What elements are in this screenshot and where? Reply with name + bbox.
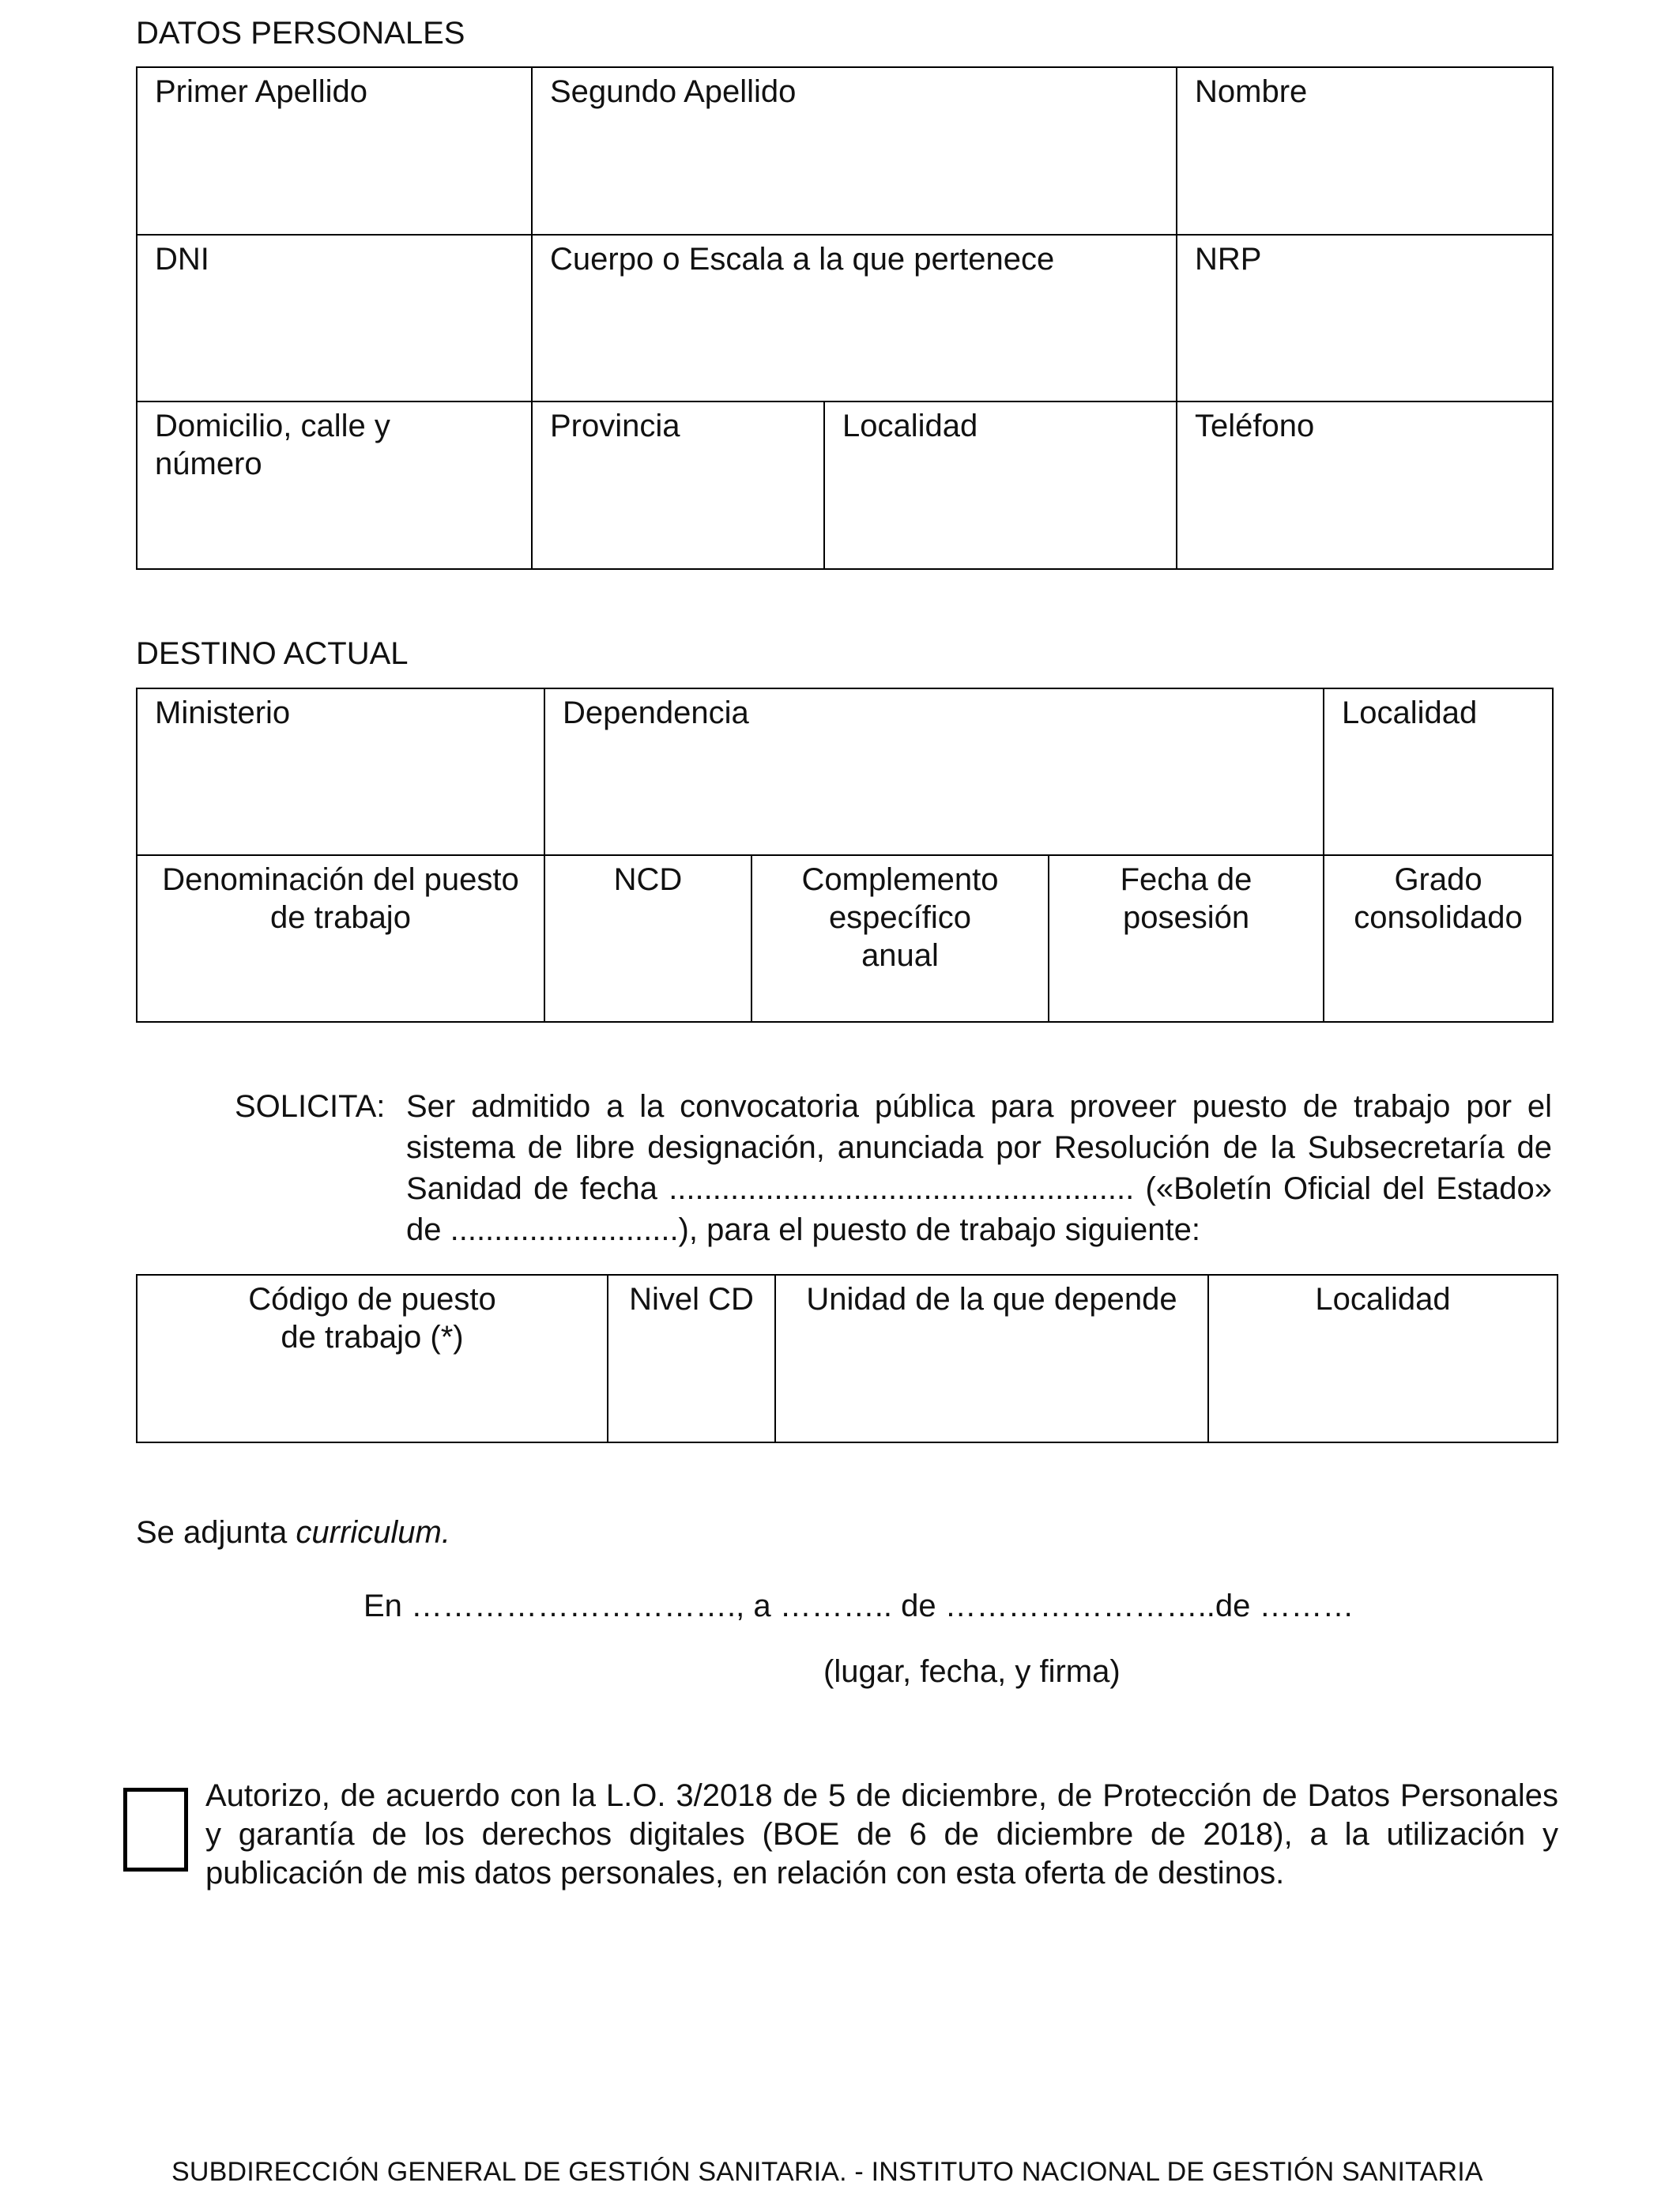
datos-personales-table <box>136 66 1554 570</box>
solicita-text: Ser admitido a la convocatoria pública para proveer puesto de trabajo por el sistema de libre designación, anunciada por Resolución de la Subsecretaría de Sanidad de fecha ..................................................... («Boletín Oficial del Estado» de ..........................), para el puesto de trabajo siguiente: <box>406 1089 1552 1247</box>
destino-localidad-label: Localidad <box>1342 696 1478 730</box>
destino-actual-table <box>136 688 1554 1023</box>
dni-label: DNI <box>155 242 209 277</box>
fecha-posesion-field[interactable] <box>1049 855 1324 1022</box>
segundo-apellido-label: Segundo Apellido <box>550 74 797 109</box>
codigo-puesto-label: Código de puesto de trabajo (*) <box>248 1282 496 1355</box>
dependencia-field[interactable] <box>544 688 1324 855</box>
cuerpo-label: Cuerpo o Escala a la que pertenece <box>550 242 1055 277</box>
codigo-puesto-field[interactable] <box>137 1275 608 1442</box>
domicilio-label: Domicilio, calle y número <box>155 409 390 481</box>
adjunta-line <box>136 1512 450 1553</box>
telefono-label: Teléfono <box>1195 409 1315 443</box>
ministerio-label: Ministerio <box>155 696 291 730</box>
telefono-field[interactable] <box>1177 401 1553 569</box>
segundo-apellido-field[interactable] <box>532 67 1177 235</box>
firma-caption: (lugar, fecha, y firma) <box>823 1654 1121 1689</box>
grado-label: Grado consolidado <box>1354 862 1523 935</box>
puesto-localidad-label: Localidad <box>1315 1282 1451 1317</box>
provincia-field[interactable] <box>532 401 824 569</box>
domicilio-field[interactable] <box>137 401 532 569</box>
nombre-field[interactable] <box>1177 67 1553 235</box>
ministerio-field[interactable] <box>137 688 544 855</box>
adjunta-prefix: Se adjunta <box>136 1515 296 1550</box>
puesto-table <box>136 1274 1558 1443</box>
datos-personales-title: DATOS PERSONALES <box>136 16 465 51</box>
provincia-label: Provincia <box>550 409 680 443</box>
fecha-posesion-label: Fecha de posesión <box>1120 862 1252 935</box>
autorizo-text: Autorizo, de acuerdo con la L.O. 3/2018 de 5 de diciembre, de Protección de Datos Personales y garantía de los derechos digitales (BOE de 6 de diciembre de 2018), a la utilización y publicación de mis datos personales, en relación con esta oferta de destinos. <box>205 1778 1558 1891</box>
destino-localidad-field[interactable] <box>1324 688 1553 855</box>
nombre-label: Nombre <box>1195 74 1308 109</box>
firma-line: En …………………………., a ……….. de ……………………..de ……… <box>363 1589 1354 1623</box>
primer-apellido-label: Primer Apellido <box>155 74 368 109</box>
unidad-field[interactable] <box>775 1275 1208 1442</box>
dependencia-label: Dependencia <box>563 696 749 730</box>
grado-field[interactable] <box>1324 855 1553 1022</box>
ncd-label: NCD <box>613 862 683 897</box>
nrp-field[interactable] <box>1177 235 1553 401</box>
localidad-label: Localidad <box>842 409 978 443</box>
nivel-cd-label: Nivel CD <box>629 1282 754 1317</box>
denominacion-field[interactable] <box>137 855 544 1022</box>
complemento-label: Complemento específico anual <box>801 862 999 973</box>
adjunta-curriculum: curriculum. <box>296 1515 450 1550</box>
complemento-field[interactable] <box>751 855 1049 1022</box>
primer-apellido-field[interactable] <box>137 67 532 235</box>
nivel-cd-field[interactable] <box>608 1275 775 1442</box>
localidad-field[interactable] <box>824 401 1177 569</box>
destino-actual-title: DESTINO ACTUAL <box>136 636 409 671</box>
footer-text: SUBDIRECCIÓN GENERAL DE GESTIÓN SANITARIA. - INSTITUTO NACIONAL DE GESTIÓN SANITARIA <box>171 2157 1483 2187</box>
cuerpo-field[interactable] <box>532 235 1177 401</box>
unidad-label: Unidad de la que depende <box>806 1282 1177 1317</box>
dni-field[interactable] <box>137 235 532 401</box>
nrp-label: NRP <box>1195 242 1262 277</box>
ncd-field[interactable] <box>544 855 751 1022</box>
solicita-label: SOLICITA: <box>235 1089 386 1124</box>
autorizo-checkbox[interactable] <box>123 1788 188 1872</box>
puesto-localidad-field[interactable] <box>1208 1275 1558 1442</box>
denominacion-label: Denominación del puesto de trabajo <box>162 862 519 935</box>
